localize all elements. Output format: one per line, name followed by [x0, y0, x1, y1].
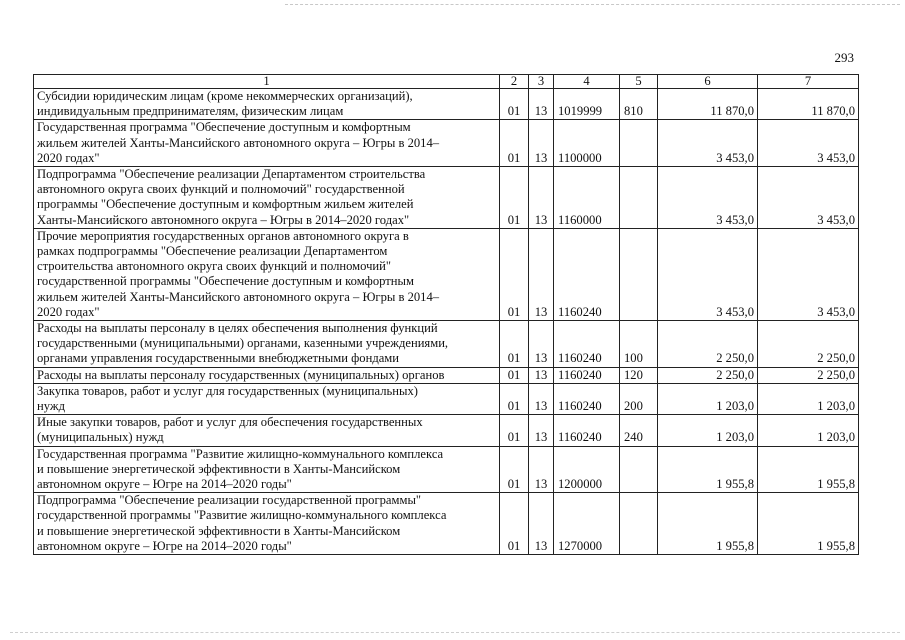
description-line: 2020 годах"	[37, 304, 100, 319]
expense-type	[620, 493, 658, 555]
scan-edge-bottom	[10, 632, 900, 633]
expense-type: 810	[620, 89, 658, 120]
amount-col-6: 1 203,0	[658, 415, 758, 446]
scan-edge-top	[285, 4, 900, 5]
expense-type: 200	[620, 383, 658, 414]
row-description	[34, 321, 500, 368]
target-article: 1270000	[554, 493, 620, 555]
description-line: государственными (муниципальными) органами, казенными учреждениями,	[37, 336, 449, 351]
header-col-1: 1	[34, 75, 500, 89]
expense-type: 100	[620, 321, 658, 368]
description-line: автономном округе – Югре на 2014–2020 годы"	[37, 538, 292, 553]
expense-type	[620, 446, 658, 493]
header-col-4: 4	[554, 75, 620, 89]
description-line: Закупка товаров, работ и услуг для государственных (муниципальных)	[37, 383, 418, 398]
description-line: программы "Обеспечение доступным и комфортным жильем жителей	[37, 197, 414, 212]
header-col-2: 2	[500, 75, 529, 89]
description-line: государственной программы "Развитие жилищно-коммунального комплекса	[37, 508, 447, 523]
amount-col-7: 1 203,0	[758, 383, 859, 414]
section-code: 01	[500, 493, 529, 555]
table-row	[34, 120, 859, 167]
header-col-5: 5	[620, 75, 658, 89]
amount-col-7: 1 203,0	[758, 415, 859, 446]
description-line: автономного округа своих функций и полномочий" государственной	[37, 182, 405, 197]
row-description	[34, 167, 500, 229]
row-description	[34, 367, 500, 383]
row-description	[34, 446, 500, 493]
target-article: 1160240	[554, 321, 620, 368]
header-col-6: 6	[658, 75, 758, 89]
table-row	[34, 89, 859, 120]
target-article: 1019999	[554, 89, 620, 120]
amount-col-7: 2 250,0	[758, 367, 859, 383]
amount-col-6: 3 453,0	[658, 167, 758, 229]
description-line: автономном округе – Югре на 2014–2020 годы"	[37, 477, 292, 492]
subsection-code: 13	[529, 120, 554, 167]
description-line: Субсидии юридическим лицам (кроме некоммерческих организаций),	[37, 89, 413, 103]
description-line: Ханты-Мансийского автономного округа – Югры в 2014–2020 годах"	[37, 212, 410, 227]
amount-col-6: 3 453,0	[658, 120, 758, 167]
table-row	[34, 493, 859, 555]
expense-type	[620, 228, 658, 320]
section-code: 01	[500, 120, 529, 167]
target-article: 1160240	[554, 228, 620, 320]
description-line: государственной программы "Обеспечение доступным и комфортным	[37, 274, 414, 289]
description-line: строительства автономного округа своих функций и полномочий"	[37, 259, 392, 274]
subsection-code: 13	[529, 446, 554, 493]
section-code: 01	[500, 321, 529, 368]
section-code: 01	[500, 383, 529, 414]
section-code: 01	[500, 228, 529, 320]
amount-col-6: 3 453,0	[658, 228, 758, 320]
amount-col-6: 2 250,0	[658, 367, 758, 383]
amount-col-6: 11 870,0	[658, 89, 758, 120]
expense-type	[620, 120, 658, 167]
description-line: 2020 годах"	[37, 150, 100, 165]
table-header-row	[34, 75, 859, 89]
section-code: 01	[500, 367, 529, 383]
description-line: нужд	[37, 399, 65, 414]
table-row	[34, 367, 859, 383]
amount-col-7: 2 250,0	[758, 321, 859, 368]
amount-col-7: 3 453,0	[758, 120, 859, 167]
amount-col-7: 3 453,0	[758, 167, 859, 229]
row-description	[34, 415, 500, 446]
page-number: 293	[834, 50, 854, 65]
subsection-code: 13	[529, 167, 554, 229]
description-line: рамках подпрограммы "Обеспечение реализации Департаментом	[37, 244, 388, 259]
description-line: Подпрограмма "Обеспечение реализации государственной программы"	[37, 493, 422, 508]
row-description	[34, 120, 500, 167]
expense-type	[620, 167, 658, 229]
row-description	[34, 493, 500, 555]
target-article: 1160240	[554, 415, 620, 446]
row-description	[34, 228, 500, 320]
description-line: жильем жителей Ханты-Мансийского автономного округа – Югры в 2014–	[37, 289, 440, 304]
subsection-code: 13	[529, 493, 554, 555]
header-col-7: 7	[758, 75, 859, 89]
section-code: 01	[500, 167, 529, 229]
description-line: Государственная программа "Обеспечение доступным и комфортным	[37, 120, 411, 135]
subsection-code: 13	[529, 228, 554, 320]
subsection-code: 13	[529, 367, 554, 383]
row-description	[34, 383, 500, 414]
subsection-code: 13	[529, 89, 554, 120]
amount-col-7: 1 955,8	[758, 446, 859, 493]
description-line: Иные закупки товаров, работ и услуг для обеспечения государственных	[37, 415, 423, 430]
description-line: Подпрограмма "Обеспечение реализации Департаментом строительства	[37, 167, 426, 182]
description-line: органами управления государственными внебюджетными фондами	[37, 351, 400, 366]
table-row	[34, 321, 859, 368]
description-line: и повышение энергетической эффективности в Ханты-Мансийском	[37, 461, 401, 476]
subsection-code: 13	[529, 321, 554, 368]
amount-col-6: 1 955,8	[658, 493, 758, 555]
description-line: и повышение энергетической эффективности в Ханты-Мансийском	[37, 523, 401, 538]
section-code: 01	[500, 89, 529, 120]
table-row	[34, 228, 859, 320]
target-article: 1160240	[554, 383, 620, 414]
amount-col-7: 11 870,0	[758, 89, 859, 120]
target-article: 1200000	[554, 446, 620, 493]
table-row	[34, 415, 859, 446]
target-article: 1160000	[554, 167, 620, 229]
amount-col-7: 3 453,0	[758, 228, 859, 320]
expense-type: 240	[620, 415, 658, 446]
target-article: 1160240	[554, 367, 620, 383]
amount-col-6: 2 250,0	[658, 321, 758, 368]
description-line: жильем жителей Ханты-Мансийского автономного округа – Югры в 2014–	[37, 135, 440, 150]
description-line: (муниципальных) нужд	[37, 430, 164, 445]
target-article: 1100000	[554, 120, 620, 167]
description-line: Расходы на выплаты персоналу государственных (муниципальных) органов	[37, 367, 445, 382]
budget-table	[33, 74, 859, 555]
table-row	[34, 167, 859, 229]
amount-col-6: 1 955,8	[658, 446, 758, 493]
description-line: Прочие мероприятия государственных органов автономного округа в	[37, 228, 409, 243]
section-code: 01	[500, 446, 529, 493]
expense-type: 120	[620, 367, 658, 383]
amount-col-6: 1 203,0	[658, 383, 758, 414]
table-row	[34, 446, 859, 493]
subsection-code: 13	[529, 415, 554, 446]
description-line: Государственная программа "Развитие жилищно-коммунального комплекса	[37, 446, 444, 461]
header-col-3: 3	[529, 75, 554, 89]
table-body	[34, 89, 859, 555]
description-line: индивидуальным предпринимателям, физическим лицам	[37, 104, 344, 119]
description-line: Расходы на выплаты персоналу в целях обеспечения выполнения функций	[37, 321, 438, 336]
row-description	[34, 89, 500, 120]
subsection-code: 13	[529, 383, 554, 414]
table-row	[34, 383, 859, 414]
amount-col-7: 1 955,8	[758, 493, 859, 555]
section-code: 01	[500, 415, 529, 446]
